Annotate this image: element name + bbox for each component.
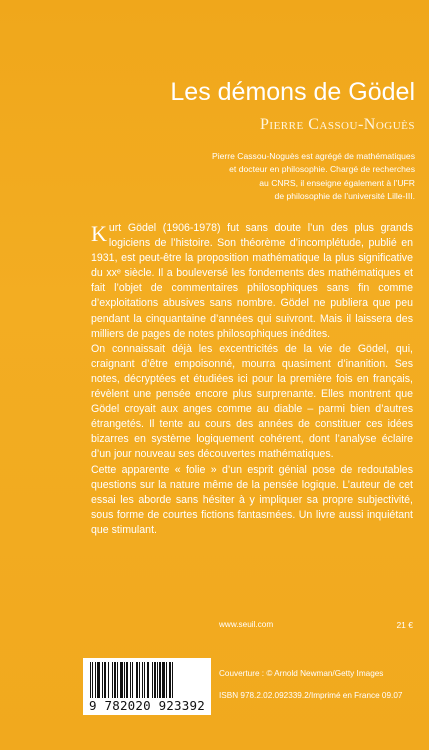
barcode-bars-icon <box>89 662 205 698</box>
barcode <box>83 658 211 715</box>
blurb-paragraph-1 <box>91 221 413 342</box>
blurb-paragraph-3: Cette apparente « folie » d’un esprit génial pose de redoutables questions sur la nature même de la pensée logique. L’auteur de cet essai les aborde sans hésiter à y impliquer sa propre subjectivité, sous forme de courtes fictions fantasmées. Un livre aussi inquiétant que stimulant. <box>91 463 413 536</box>
bio-line: au CNRS, il enseigne également à l’UFR <box>259 177 415 188</box>
barcode-number: 9 782020 923392 <box>89 698 205 713</box>
price: 21 € <box>396 620 413 630</box>
bio-line: de philosophie de l’université Lille-III. <box>274 190 415 201</box>
bio-line: et docteur en philosophie. Chargé de recherches <box>229 164 415 175</box>
author-bio <box>115 150 415 203</box>
cover-credit: Couverture : © Arnold Newman/Getty Images <box>219 669 384 678</box>
bio-line: Pierre Cassou-Noguès est agrégé de mathématiques <box>211 151 415 161</box>
blurb <box>91 221 413 538</box>
blurb-text-1: urt Gödel (1906-1978) fut sans doute l’un des plus grands logiciens de l’histoire. Son théorème d’incomplétude, publié en 1931, est peut-être la proposition mathématique la plus significative du xxᵉ siècle. Il a bouleversé les fondements des mathématiques et fait l’objet de commentaires philosophiques sans fin comme d’exploitations abusives sans nombre. Gödel ne publiera que peu pendant la cinquantaine d’années qui suivront. Mais il laissera des milliers de pages de notes philosophiques inédites. <box>91 222 413 340</box>
blurb-paragraph-2: On connaissait déjà les excentricités de la vie de Gödel, qui, craignant d’être empoisonné, mourra quasiment d’inanition. Ses notes, décryptées et étudiées ici pour la première fois en français, révèlent une pensée encore plus surprenante. Elles montrent que Gödel croyait aux anges comme au diable – parmi bien d’autres étrangetés. Il tente au cours des années de constituer ces idées bizarres en système logiquement cohérent, dont l’analyse éclaire d’un jour nouveau ses découvertes mathématiques. <box>91 342 413 461</box>
isbn-line: ISBN 978.2.02.092339.2/Imprimé en France 09.07 <box>219 691 403 700</box>
book-author: Pierre Cassou-Noguès <box>260 116 415 133</box>
book-title: Les démons de Gödel <box>170 78 415 106</box>
drop-cap: K <box>91 221 107 246</box>
publisher-website: www.seuil.com <box>219 620 274 629</box>
